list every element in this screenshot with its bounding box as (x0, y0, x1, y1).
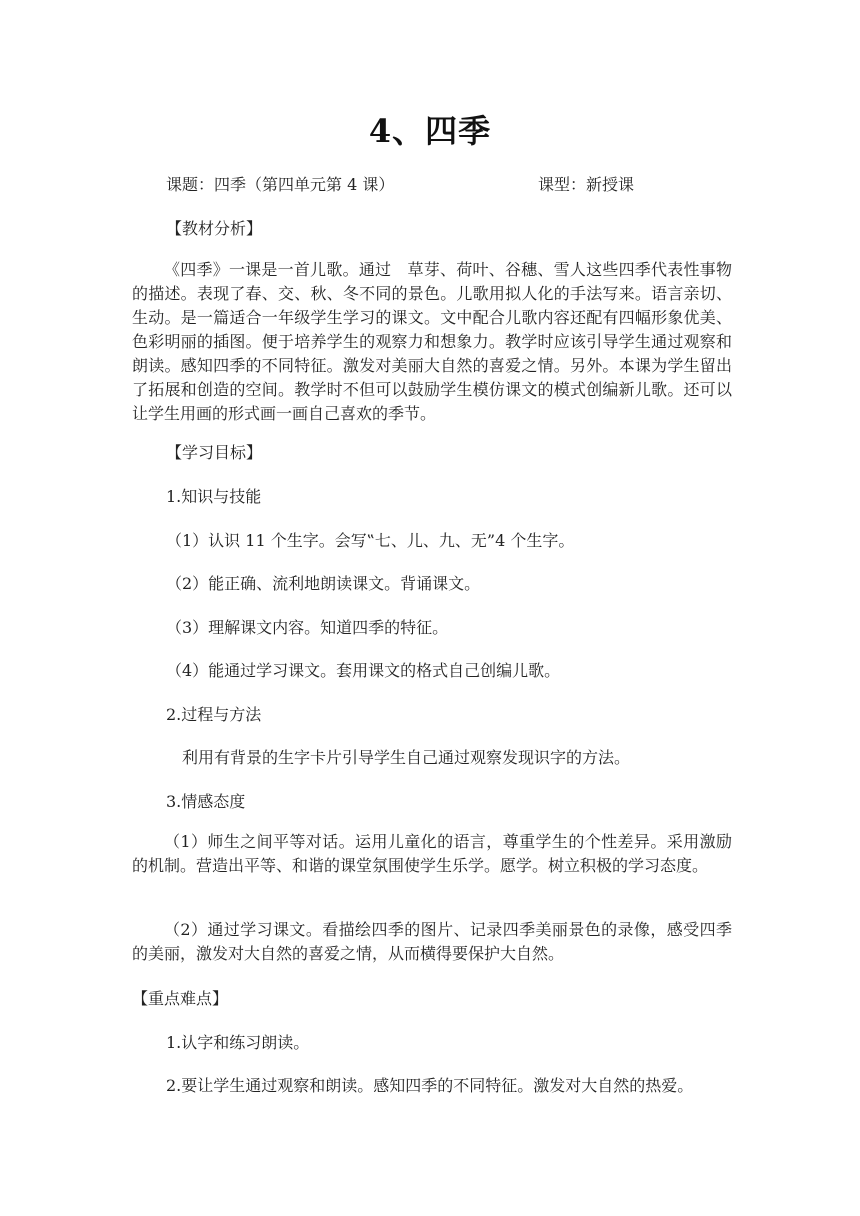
goal-item-4: （4）能通过学习课文。套用课文的格式自己创编儿歌。 (166, 661, 561, 680)
key-point-2: 2.要让学生通过观察和朗读。感知四季的不同特征。激发对大自然的热爱。 (166, 1076, 694, 1095)
subheading-emotional-attitude: 3.情感态度 (166, 792, 246, 811)
heading-learning-goals: 【学习目标】 (166, 443, 263, 462)
goal-item-3: （3）理解课文内容。知道四季的特征。 (166, 618, 449, 637)
attitude-paragraph-2: （2）通过学习课文。看描绘四季的图片、记录四季美丽景色的录像，感受四季的美丽，激发对大自然的喜爱之情，从而横得要保护大自然。 (132, 920, 732, 963)
heading-key-difficult-points: 【重点难点】 (132, 989, 229, 1008)
lesson-topic: 课题：四季（第四单元第 4 课） (166, 175, 395, 194)
attitude-paragraph-1: （1）师生之间平等对话。运用儿童化的语言，尊重学生的个性差异。采用激励的机制。营造出平等、和谐的课堂氛围使学生乐学。愿学。树立积极的学习态度。 (132, 832, 732, 875)
key-point-1: 1.认字和练习朗读。 (166, 1033, 310, 1052)
analysis-paragraph: 《四季》一课是一首儿歌。通过 草芽、荷叶、谷穗、雪人这些四季代表性事物的描述。表现了春、交、秋、冬不同的景色。儿歌用拟人化的手法写来。语言亲切、生动。是一篇适合一年级学生学习的课文。文中配合儿歌内容还配有四幅形象优美、色彩明丽的插图。便于培养学生的观察力和想象力。教学时应该引导学生通过观察和朗读。感知四季的不同特征。激发对美丽大自然的喜爱之情。另外。本课为学生留出了拓展和创造的空间。教学时不但可以鼓励学生模仿课文的模式创编新儿歌。还可以让学生用画的形式画一画自己喜欢的季节。 (132, 260, 732, 423)
subheading-process-method: 2.过程与方法 (166, 705, 262, 724)
goal-item-2: （2）能正确、流利地朗读课文。背诵课文。 (166, 574, 481, 593)
heading-textbook-analysis: 【教材分析】 (166, 219, 263, 238)
page-title: 4、四季 (368, 112, 492, 150)
lesson-type: 课型：新授课 (538, 175, 635, 194)
process-method-text: 利用有背景的生字卡片引导学生自己通过观察发现识字的方法。 (182, 748, 631, 767)
goal-item-1: （1）认识 11 个生字。会写‟七、儿、九、无”4 个生字。 (166, 531, 575, 550)
subheading-knowledge-skills: 1.知识与技能 (166, 487, 262, 506)
